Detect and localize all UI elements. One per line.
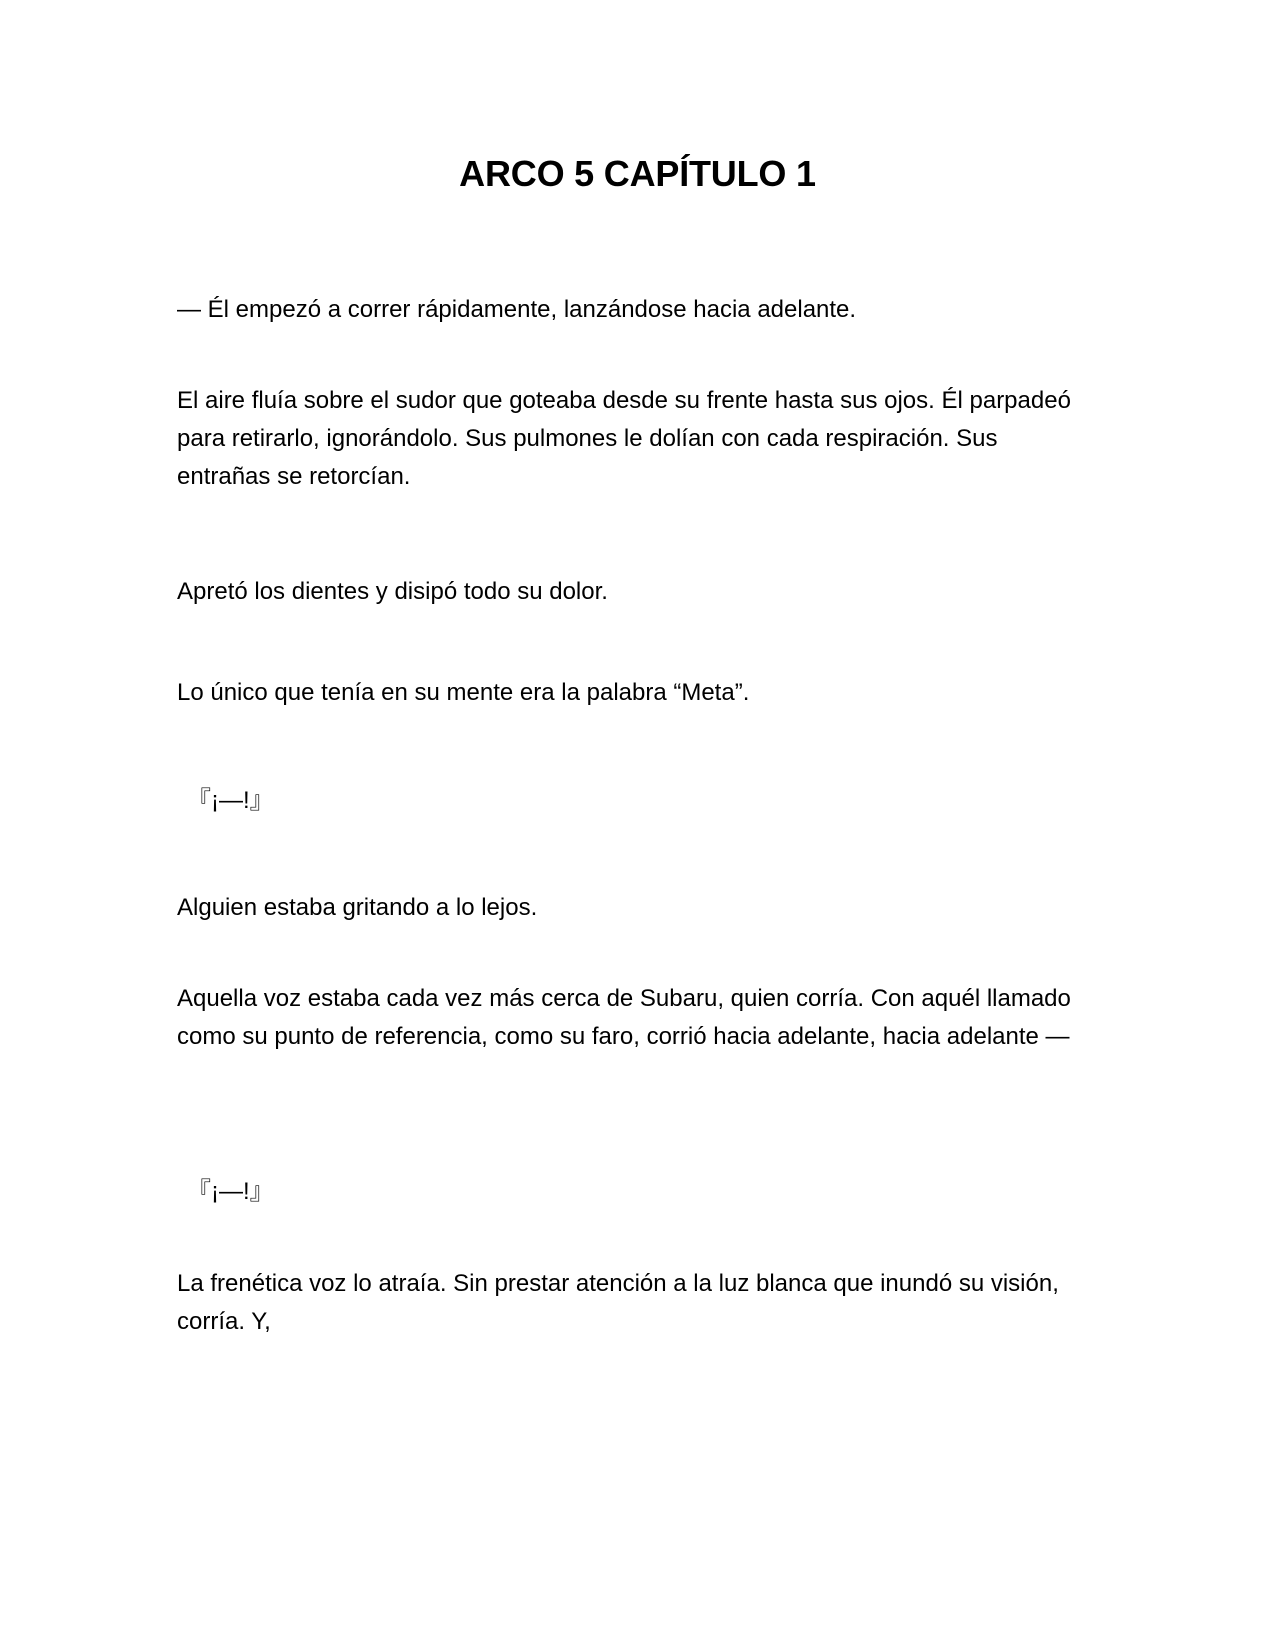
paragraph-5: Alguien estaba gritando a lo lejos. <box>177 894 538 921</box>
paragraph-1: — Él empezó a correr rápidamente, lanzándose hacia adelante. <box>177 296 857 323</box>
shout-line-1: 『¡—!』 <box>187 787 274 814</box>
shout-line-2: 『¡—!』 <box>187 1178 274 1205</box>
paragraph-6: Aquella voz estaba cada vez más cerca de Subaru, quien corría. Con aquél llamado como su punto de referencia, como su faro, corrió hacia adelante, hacia adelante — <box>177 985 1071 1050</box>
chapter-title: ARCO 5 CAPÍTULO 1 <box>459 153 816 194</box>
paragraph-3: Apretó los dientes y disipó todo su dolor. <box>177 578 608 605</box>
paragraph-2: El aire fluía sobre el sudor que goteaba desde su frente hasta sus ojos. Él parpadeó para retirarlo, ignorándolo. Sus pulmones le dolían con cada respiración. Sus entrañas se retorcían. <box>177 387 1071 490</box>
paragraph-7: La frenética voz lo atraía. Sin prestar atención a la luz blanca que inundó su visión, corría. Y, <box>177 1270 1059 1335</box>
paragraph-4: Lo único que tenía en su mente era la palabra “Meta”. <box>177 679 750 706</box>
